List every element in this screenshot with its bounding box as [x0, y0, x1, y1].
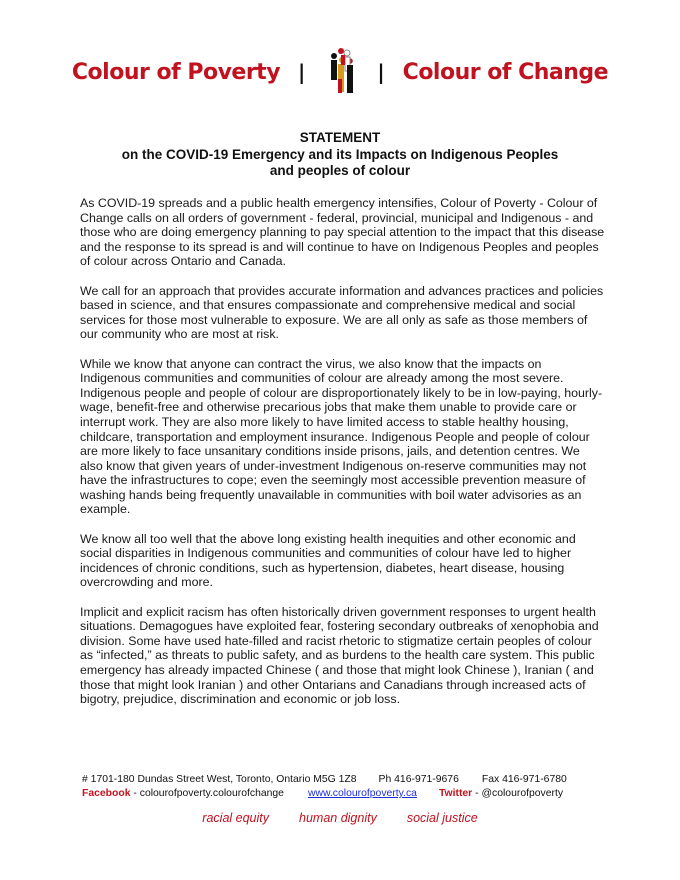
brand-separator-right: |	[377, 60, 385, 84]
footer-fax: Fax 416-971-6780	[481, 774, 567, 785]
tagline-row	[0, 811, 680, 825]
statement-subtitle-line-1: on the COVID-19 Emergency and its Impacts on Indigenous Peoples	[121, 146, 559, 162]
statement-subtitle-line-2: and peoples of colour	[269, 163, 411, 178]
letterhead	[0, 44, 680, 100]
footer-facebook[interactable]	[82, 787, 284, 801]
tagline-racial-equity: racial equity	[202, 811, 269, 825]
people-figures-logo-icon	[327, 47, 355, 97]
footer-social-row	[82, 787, 602, 801]
body-paragraph: We know all too well that the above long existing health inequities and other economic and social disparities in Indigenous communities and communities of colour have led to higher incidences of chronic conditions, such as hypertension, diabetes, heart disease, housing overcrowding and more.	[80, 531, 576, 590]
brand-separator-left: |	[298, 60, 306, 84]
brand-colour-of-poverty: Colour of Poverty	[71, 59, 281, 85]
body-paragraph: We call for an approach that provides accurate information and advances practices and policies based in science, and that ensures compassionate and comprehensive medical and social services for those most vulnerable to exposure. We are all only as safe as those members of our community who are most at risk.	[80, 283, 604, 342]
twitter-handle: - @colourofpoverty	[472, 788, 564, 799]
website-link[interactable]: www.colourofpoverty.ca	[307, 788, 417, 799]
footer-phone: Ph 416-971-9676	[378, 774, 459, 785]
footer-twitter[interactable]	[439, 787, 563, 801]
statement-heading: STATEMENT	[299, 130, 381, 145]
body-paragraph: Implicit and explicit racism has often historically driven government responses to urgent health situations. Demagogues have exploited fear, fostering secondary outbreaks of xenophobia and division. Some have used hate-filled and racist rhetoric to stigmatize certain peoples of colour as “infected,” as threats to public safety, and as burdens to the health care system. This public emergency has already impacted Chinese ( and those that might look Chinese ), Iranian ( and those that might look Iranian ) and other Ontarians and Canadians through increased acts of bigotry, prejudice, discrimination and economic or job loss.	[80, 604, 599, 707]
footer-address-row	[82, 773, 602, 787]
tagline-social-justice: social justice	[406, 811, 478, 825]
twitter-label: Twitter	[438, 788, 473, 799]
brand-colour-of-change: Colour of Change	[402, 59, 609, 85]
statement-body	[80, 196, 605, 721]
contact-footer	[82, 773, 602, 801]
footer-address: # 1701-180 Dundas Street West, Toronto, Ontario M5G 1Z8	[82, 774, 357, 785]
statement-title	[0, 130, 680, 180]
body-paragraph: While we know that anyone can contract the virus, we also know that the impacts on Indigenous communities and communities of colour are already among the most severe. Indigenous people and people of colour are disproportionately likely to be in low-paying, hourly-wage, benefit-free and otherwise precarious jobs that make them unable to provide care or interrupt work. They are also more likely to have limited access to stable healthy housing, childcare, transportation and employment insurance. Indigenous People and people of colour are more likely to face unsanitary conditions inside prisons, jails, and detention centres. We also know that given years of under-investment Indigenous on-reserve communities may not have the infrastructures to cope; even the seemingly most accessible prevention measure of washing hands being frequently unavailable in communities with boil water advisories as an example.	[80, 356, 603, 517]
facebook-handle: - colourofpoverty.colourofchange	[130, 788, 284, 799]
tagline-human-dignity: human dignity	[299, 811, 377, 825]
body-paragraph: As COVID-19 spreads and a public health emergency intensifies, Colour of Poverty - Colour of Change calls on all orders of government - federal, provincial, municipal and Indigenous - and those who are doing emergency planning to pay special attention to the impact that this disease and the response to its spread is and will continue to have on Indigenous Peoples and peoples of colour across Ontario and Canada.	[80, 196, 605, 269]
facebook-label: Facebook	[82, 788, 131, 799]
